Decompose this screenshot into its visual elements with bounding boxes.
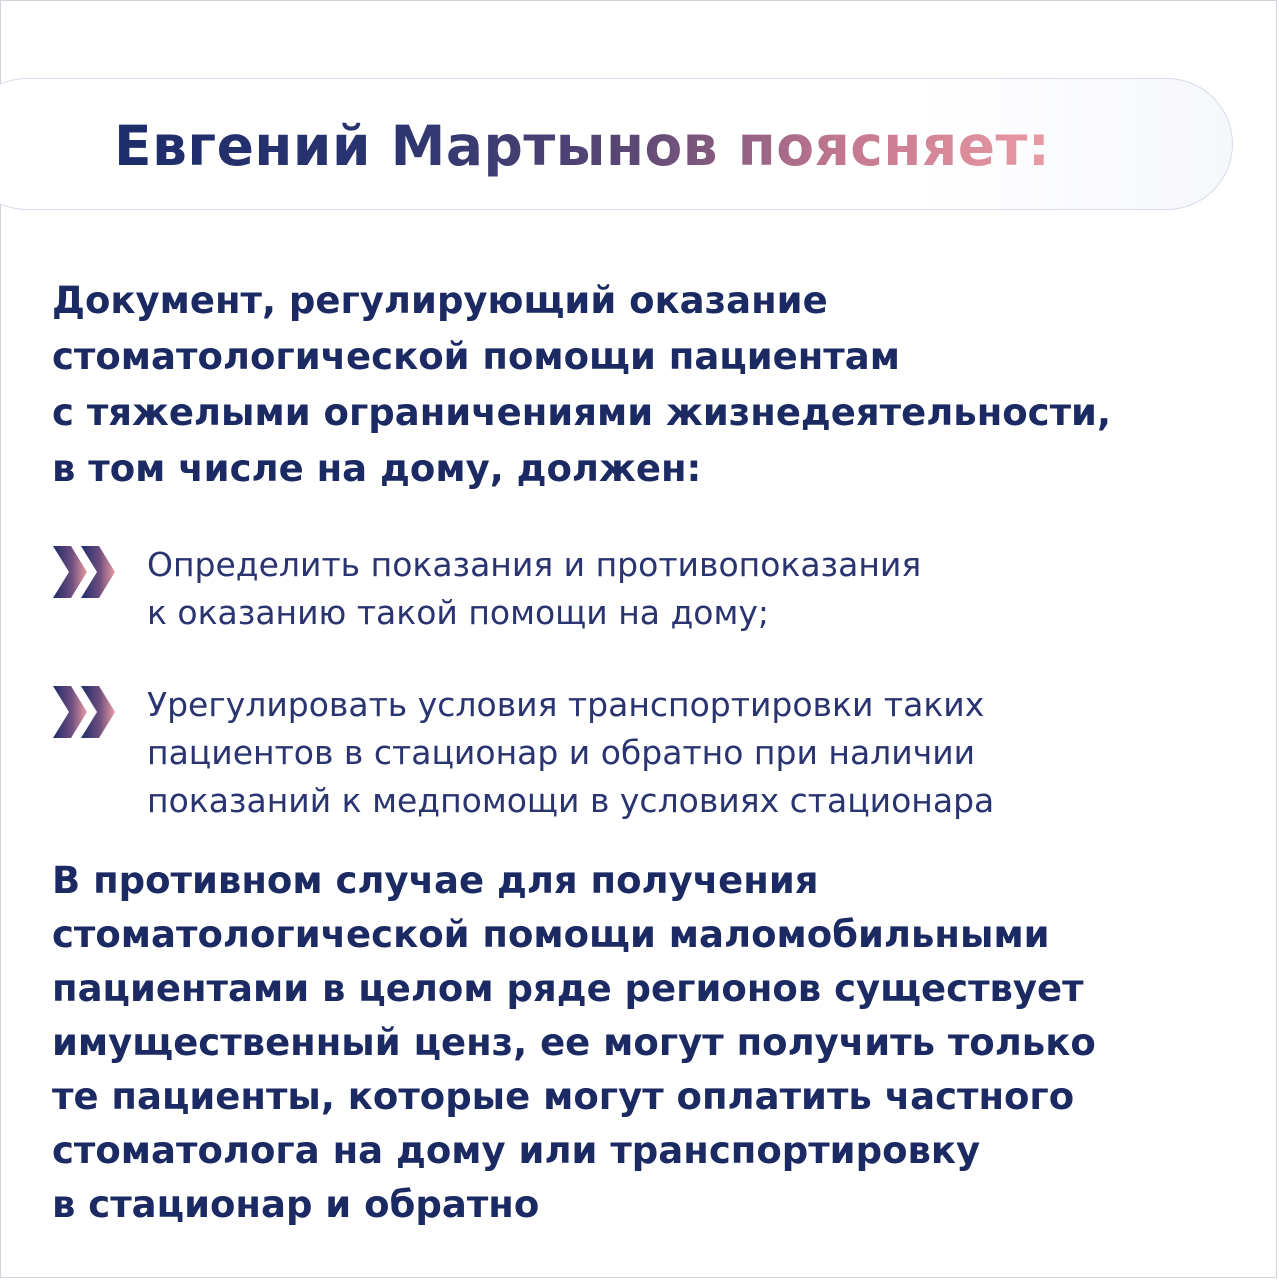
bullet-text: Определить показания и противопоказания к оказанию такой помощи на дому;	[147, 545, 922, 632]
lead-paragraph: Документ, регулирующий оказание стоматологической помощи пациентам с тяжелыми ограничениями жизнедеятельности, в том числе на дому, должен:	[52, 279, 1112, 490]
slide-title: Евгений Мартынов поясняет:	[114, 109, 1050, 183]
double-chevron-right-icon	[51, 684, 119, 740]
conclusion-paragraph: В противном случае для получения стоматологической помощи маломобильными пациентами в целом ряде регионов существует имущественный ценз, ее могут получить только те пациенты, которые могут оплатить частного стоматолога на дому или транспортировку в стационар и обратно	[52, 859, 1096, 1226]
bullet-list	[51, 541, 1251, 869]
list-item	[51, 541, 1251, 637]
double-chevron-right-icon	[51, 544, 119, 600]
bullet-text: Урегулировать условия транспортировки таких пациентов в стационар и обратно при наличии показаний к медпомощи в условиях стационара	[147, 685, 995, 820]
list-item	[51, 681, 1251, 825]
